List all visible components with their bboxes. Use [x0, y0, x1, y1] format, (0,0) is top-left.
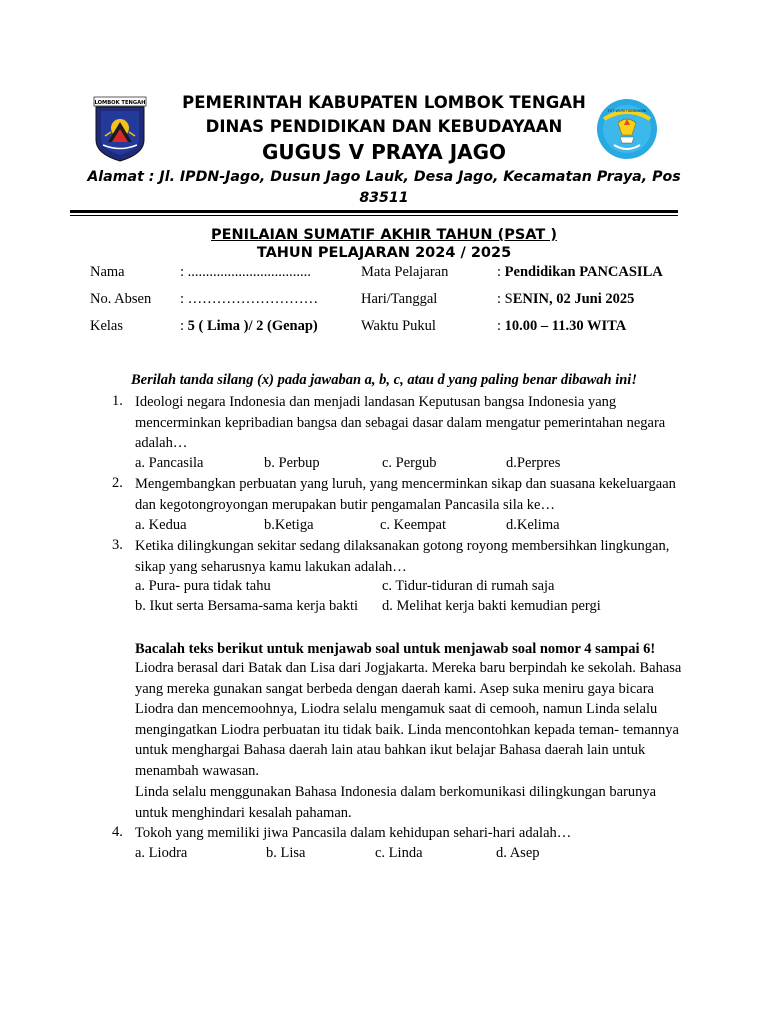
hari-label: Hari/Tanggal [361, 291, 438, 307]
option-b[interactable]: b. Lisa [266, 845, 306, 861]
question-number: 4. [112, 824, 123, 840]
kelas-value: 5 ( Lima )/ 2 (Genap) [187, 318, 318, 334]
header-rule-thick [70, 210, 678, 213]
absen-field[interactable]: : ……………………… [180, 291, 319, 307]
option-a[interactable]: a. Liodra [135, 845, 188, 861]
gov-header-line: PEMERINTAH KABUPATEN LOMBOK TENGAH [182, 93, 586, 112]
waktu-colon: : [497, 318, 505, 334]
option-b[interactable]: b.Ketiga [264, 517, 314, 533]
nama-label: Nama [90, 264, 125, 280]
instruction: Berilah tanda silang (x) pada jawaban a, b, c, atau d yang paling benar dibawah ini! [131, 372, 637, 388]
mapel-value: Pendidikan PANCASILA [504, 264, 663, 280]
svg-text:LOMBOK TENGAH: LOMBOK TENGAH [94, 100, 146, 106]
department-header-line: DINAS PENDIDIKAN DAN KEBUDAYAAN [205, 117, 563, 136]
cluster-header-line: GUGUS V PRAYA JAGO [261, 140, 507, 164]
option-c[interactable]: c. Keempat [380, 517, 447, 533]
header-rule-thin [70, 215, 678, 216]
question-text: Tokoh yang memiliki jiwa Pancasila dalam kehidupan sehari-hari adalah… [135, 825, 572, 841]
mapel-colon: : [497, 264, 505, 280]
option-c[interactable]: c. Tidur-tiduran di rumah saja [382, 578, 555, 594]
hari-row [497, 291, 634, 308]
waktu-value: 10.00 – 11.30 WITA [504, 318, 627, 334]
waktu-row [497, 318, 626, 335]
option-b[interactable]: b. Perbup [264, 455, 320, 471]
question-number: 2. [112, 475, 123, 491]
exam-title: PENILAIAN SUMATIF AKHIR TAHUN (PSAT ) [211, 227, 557, 243]
option-a[interactable]: a. Pura- pura tidak tahu [135, 578, 271, 594]
option-d[interactable]: d.Kelima [506, 517, 560, 533]
mapel-label: Mata Pelajaran [361, 264, 449, 280]
option-d[interactable]: d. Asep [496, 845, 540, 861]
question-text: Ideologi negara Indonesia dan menjadi landasan Keputusan bangsa Indonesia yang mencerminkan kepribadian bangsa dan sebagai dasar dalam mengatur pemerintahan negara adalah… [135, 394, 666, 451]
reading-paragraph: Liodra berasal dari Batak dan Lisa dari Jogjakarta. Mereka baru berpindah ke sekolah. Bahasa yang mereka gunakan sangat berbeda dengan daerah kami. Asep suka meniru gaya bicara Liodra dan mencemoohnya, Liodra selalu mengamuk saat di cemooh, namun Linda selalu mengingatkan Liodra perbuatan itu tidak baik. Linda mencontohkan kepada teman- temannya untuk menghargai Bahasa daerah lain atau bahkan ikut belajar Bahasa daerah lain untuk menambah wawasan. [135, 660, 682, 779]
option-c[interactable]: c. Pergub [382, 455, 437, 471]
kelas-label: Kelas [90, 318, 124, 334]
question-number: 1. [112, 393, 123, 409]
kelas-colon: : [180, 318, 188, 334]
mapel-row [497, 264, 663, 281]
question-text: Mengembangkan perbuatan yang luruh, yang mencerminkan sikap dan suasana kekeluargaan dan kegotongroyongan merupakan butir pengamalan Pancasila sila ke… [135, 476, 676, 513]
kelas-row [180, 318, 318, 335]
svg-text:TUT WURI HANDAYANI: TUT WURI HANDAYANI [607, 109, 647, 113]
academic-year: TAHUN PELAJARAN 2024 / 2025 [256, 245, 512, 261]
lombok-tengah-logo [93, 96, 147, 162]
absen-label: No. Absen [90, 291, 152, 307]
waktu-label: Waktu Pukul [361, 318, 436, 334]
hari-value: ENIN, 02 Juni 2025 [512, 291, 635, 307]
option-d[interactable]: d.Perpres [506, 455, 561, 471]
reading-heading: Bacalah teks berikut untuk menjawab soal untuk menjawab soal nomor 4 sampai 6! [135, 641, 656, 657]
option-a[interactable]: a. Kedua [135, 517, 187, 533]
nama-field[interactable]: : .................................. [180, 264, 311, 280]
reading-paragraph: Linda selalu menggunakan Bahasa Indonesia dalam berkomunikasi dilingkungan barunya untuk menghindari kesalah pahaman. [135, 784, 657, 821]
option-c[interactable]: c. Linda [375, 845, 423, 861]
option-d[interactable]: d. Melihat kerja bakti kemudian pergi [382, 598, 601, 614]
question-text: Ketika dilingkungan sekitar sedang dilaksanakan gotong royong membersihkan lingkungan, sikap yang seharusnya kamu lakukan adalah… [135, 538, 670, 575]
option-a[interactable]: a. Pancasila [135, 455, 204, 471]
question-number: 3. [112, 537, 123, 553]
address-line: Alamat : Jl. IPDN-Jago, Dusun Jago Lauk, Desa Jago, Kecamatan Praya, Pos 83511 [87, 169, 681, 206]
option-b[interactable]: b. Ikut serta Bersama-sama kerja bakti [135, 598, 359, 614]
hari-colon: : S [497, 291, 513, 307]
